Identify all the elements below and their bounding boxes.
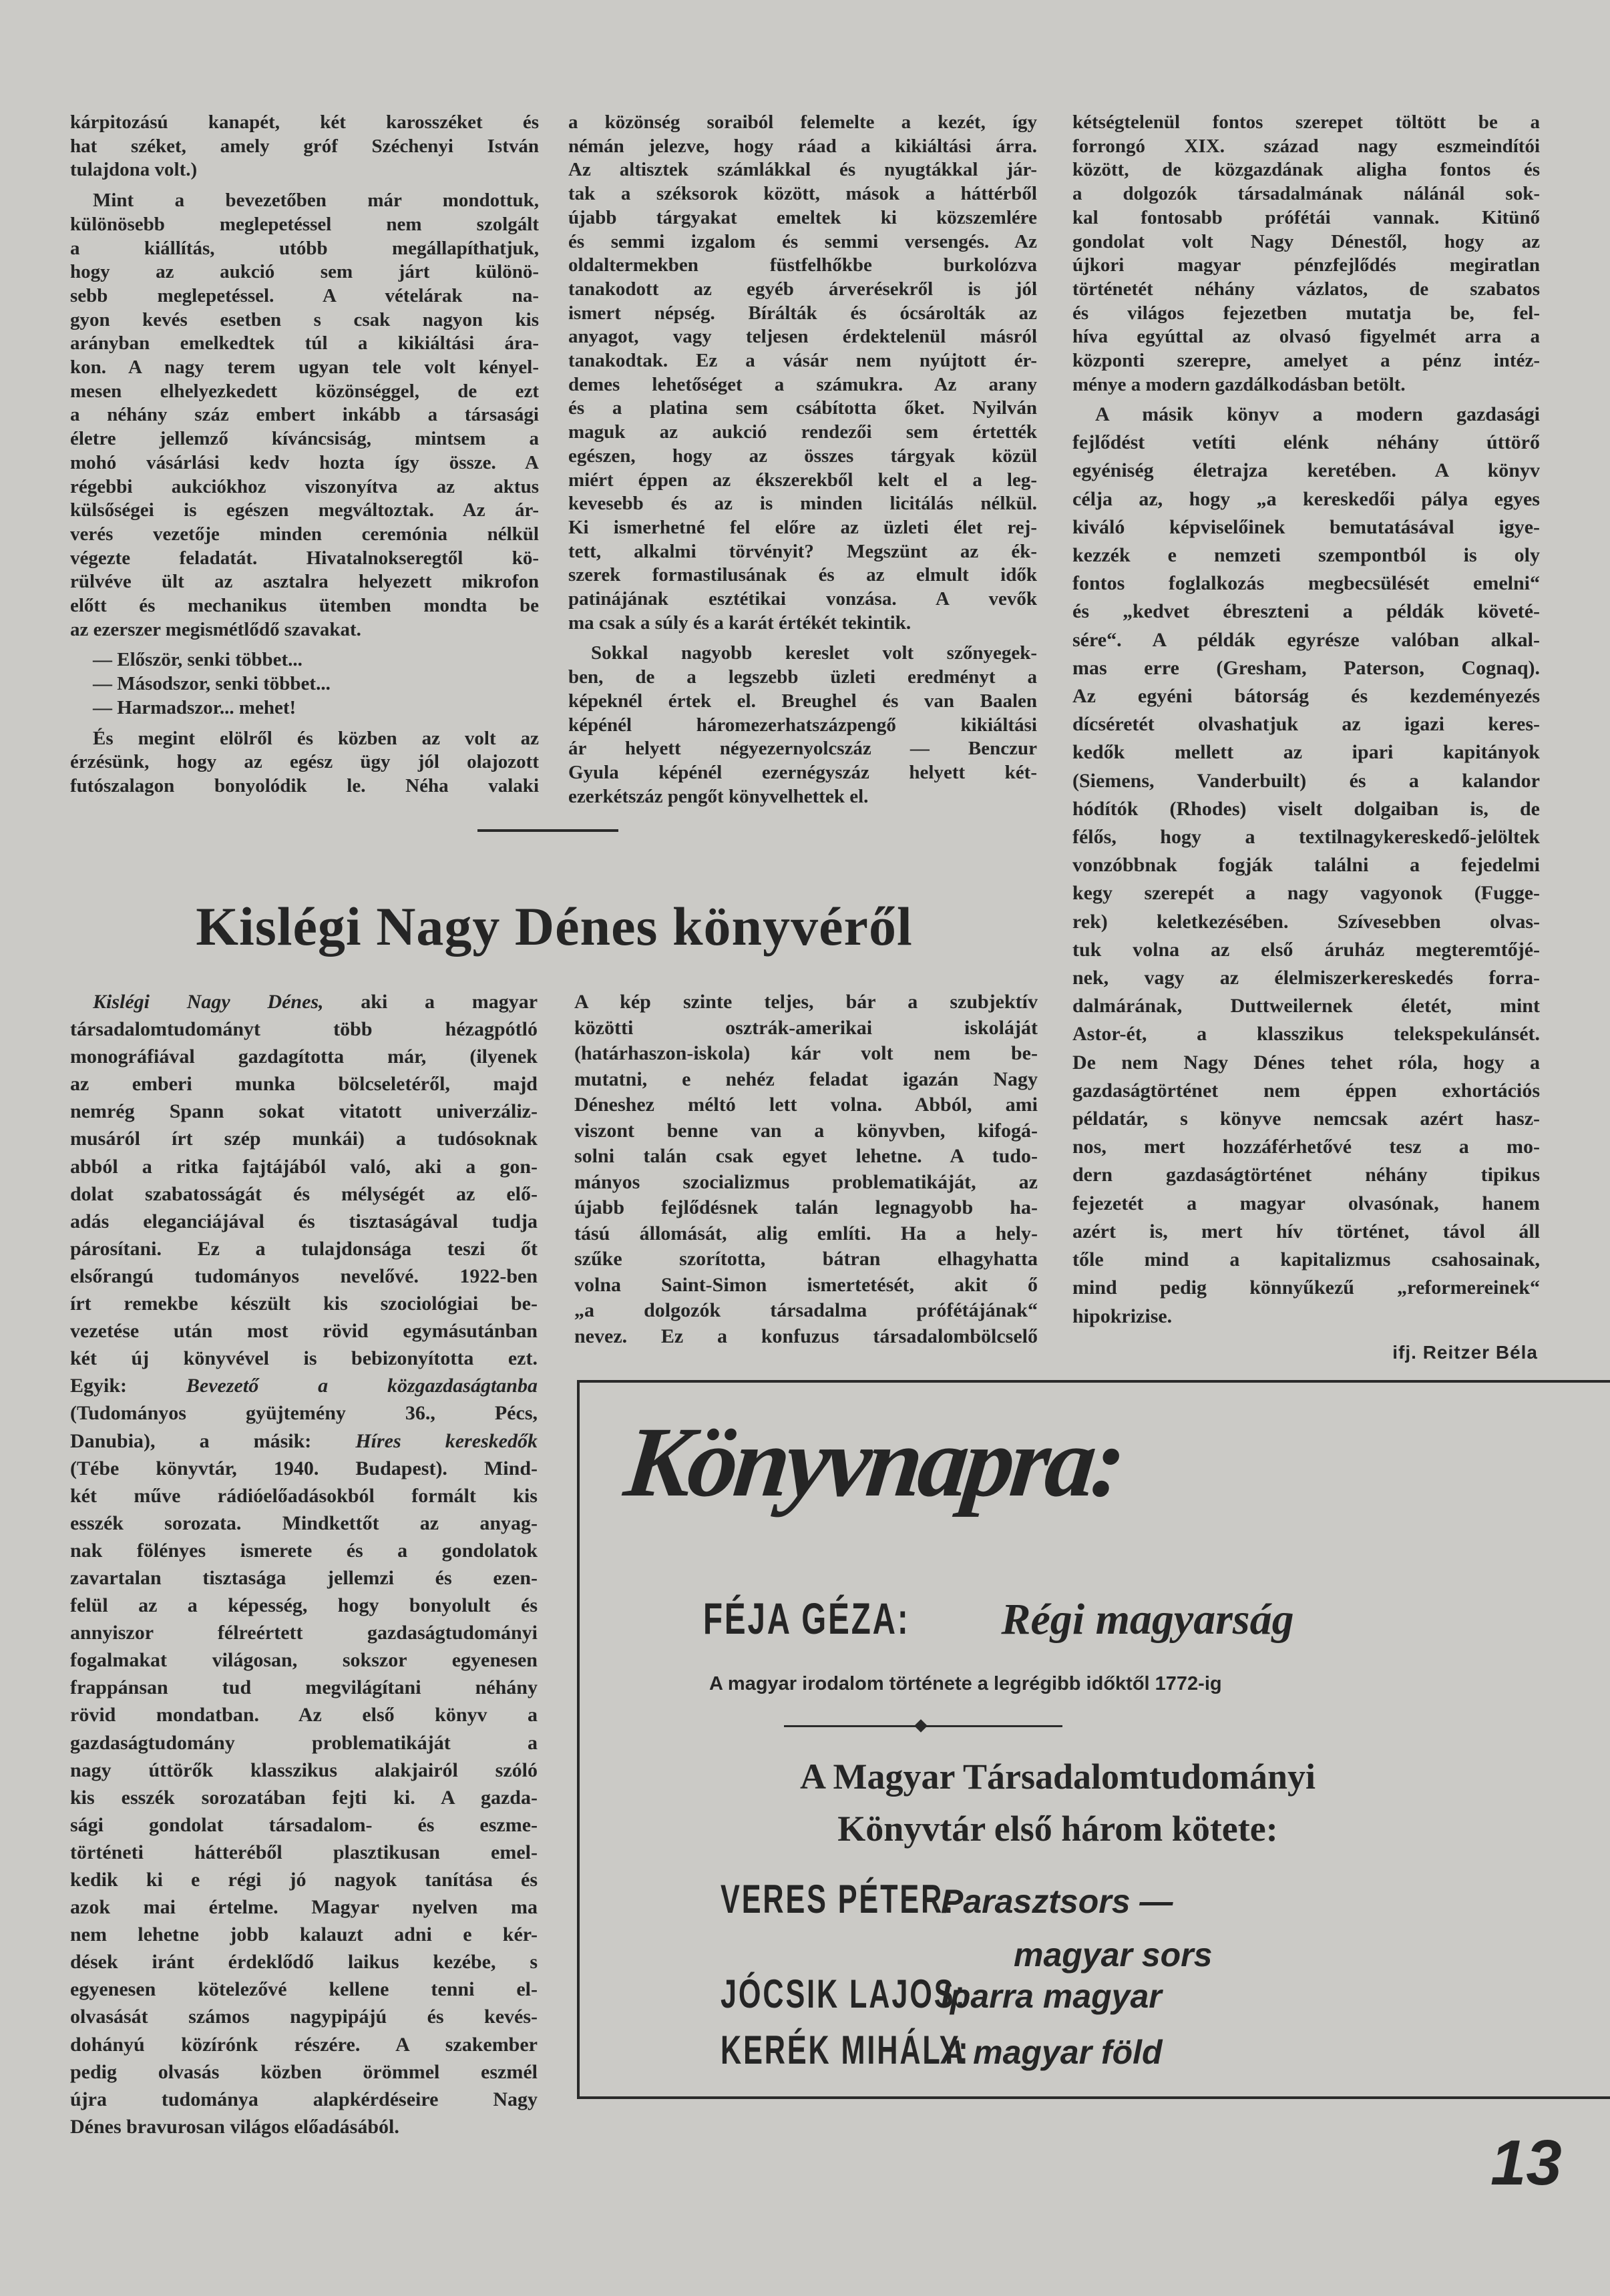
text-line: különösebb meglepetéssel nem szolgált (70, 213, 539, 235)
paragraph-gap (70, 182, 539, 189)
text-line: tású állomását, alig említi. Ha a hely- (574, 1222, 1038, 1244)
text-line: fejlődést vetíti elénk néhány úttörő (1072, 431, 1540, 454)
text-line: nevez. Ez a konfuzus társadalombölcselő (574, 1325, 1038, 1347)
ad-series-line-1: A Magyar Társadalomtudományi (799, 1757, 1316, 1797)
text-line: kedők mellett az ipari kapitányok (1072, 741, 1540, 764)
text-line: volna Saint-Simon ismertetését, akit ő (574, 1273, 1038, 1296)
text-line: anyagot, vagy teljesen érdektelenül másról (568, 326, 1037, 348)
text-line: újabb fejlődésnek talán legnagyobb ha- (574, 1196, 1038, 1218)
text-line: vonzóbbnak fogják találni a fejedelmi (1072, 854, 1540, 877)
text-line: két új könyvével is bebizonyította ezt. (70, 1347, 538, 1370)
text-line: Astor-ét, a klasszikus telekspekulánsét. (1072, 1023, 1540, 1046)
text-line: újabb tárgyakat emeltek ki közszemlére (568, 206, 1037, 228)
text-line: felül az a képesség, hogy bonyolult és (70, 1594, 538, 1617)
ad-book-title: Iparra magyar (941, 1978, 1162, 2015)
text-line: dolat szabatosságát és mélységét az elő- (70, 1182, 538, 1205)
text-line: forrongó XIX. század nagy eszmeindítói (1072, 135, 1540, 157)
text-line: egyenesen kötelezővé kellene tenni el- (70, 1978, 538, 2001)
text-line: ma csak a súly és a karát értékét tekintik. (568, 612, 912, 634)
text-line: gazdaságtudomány problematikáját a (70, 1731, 538, 1754)
text-line: hódítók (Rhodes) viselt dolgaiban is, de (1072, 797, 1540, 820)
text-line: történeti hátteréből plasztikusan emel- (70, 1841, 538, 1863)
text: aki a magyar (323, 991, 538, 1013)
text-line: dések iránt érdeklődő laikus kezébe, s (70, 1951, 538, 1974)
text-line: újra tudománya alapkérdéseire Nagy (70, 2088, 538, 2110)
text-line: Sokkal nagyobb kereslet volt szőnyegek- (591, 642, 1037, 664)
text-line: solni talán csak egyet lehetne. A tudo- (574, 1145, 1038, 1167)
text-line: kal fontosabb prófétái vannak. Kitünő (1072, 206, 1540, 228)
text-line: zavartalan tisztasága jellemzi és ezen- (70, 1566, 538, 1589)
text-line: oldaltermekben füstfelhőkbe burkolózva (568, 254, 1037, 276)
text-line: rülvéve ült az asztalra helyezett mikrofon (70, 571, 539, 593)
text-line: gondolat volt Nagy Dénestől, hogy az (1072, 230, 1540, 252)
text-line: Mint a bevezetőben már mondottuk, (93, 190, 539, 212)
text-line: — Másodszor, senki többet... (93, 673, 331, 695)
italic-text: Kislégi Nagy Dénes, (93, 991, 324, 1013)
text-line: végezte feladatát. Hivatalnokseregtől kö- (70, 547, 539, 569)
italic-text: Híres kereskedők (355, 1429, 538, 1452)
text-line: dohányú közírónk részére. A szakember (70, 2033, 538, 2056)
review-column-2 (574, 989, 1038, 1349)
text-line: két műve rádióelőadásokból formált kis (70, 1484, 538, 1507)
ad-series-line-2: Könyvtár első három kötete: (837, 1809, 1278, 1849)
ad-book-2 (721, 1971, 1162, 2020)
text-line: kegy szerepét a nagy vagyonok (Fugge- (1072, 882, 1540, 905)
text-line: sebb meglepetéssel. A vételárak na- (70, 284, 539, 306)
text-line: kevesebb és az is minden licitálás nélkül. (568, 493, 1037, 515)
text-line: ménye a modern gazdálkodásban betölt. (1072, 373, 1406, 395)
text-line: központi szerepre, amelyet a pénz intéz- (1072, 350, 1540, 372)
text-line: hogy az aukció sem járt különö- (70, 261, 539, 283)
text-line: előtt és mechanikus ütemben mondta be (70, 595, 539, 617)
text-line: történetét néhány vázlatos, de szabatos (1072, 278, 1540, 300)
text-line: egyéniség életrajza keretében. A könyv (1072, 459, 1540, 482)
text-line: — Harmadszor... mehet! (93, 696, 296, 718)
text-line: pedig olvasás közben örömmel eszmél (70, 2060, 538, 2083)
text-line: kárpitozású kanapét, két karosszéket és (70, 111, 539, 133)
text-line: monográfiával gazdagította már, (ilyenek (70, 1046, 538, 1068)
text-line: esszék sorozata. Mindkettőt az anyag- (70, 1512, 538, 1534)
ad-featured-title: Régi magyarság (1001, 1595, 1294, 1644)
text-line: gazdaságtörténet nem éppen exhortációs (1072, 1079, 1540, 1102)
text-line: Az egyéni bátorság és kezdeményezés (1072, 685, 1540, 708)
text-line: célja az, hogy „a kereskedői pálya egyes (1072, 487, 1540, 510)
article-auction-column-1 (70, 111, 539, 798)
text-line: az emberi munka bölcseletéről, majd (70, 1073, 538, 1096)
ad-featured-book (703, 1594, 1294, 1644)
text-line: némán jelezve, hogy ráad a kikiáltási árra. (568, 135, 1037, 157)
ad-book-title: Parasztsors — (941, 1883, 1173, 1920)
text-line: tett, alkalmi törvényit? Megszünt az ék- (568, 540, 1037, 562)
text-line: mind pedig könnyűkezű „reformereinek“ (1072, 1277, 1540, 1299)
text-line: demes lehetőséget a számukra. Az arany (568, 373, 1037, 395)
page-number: 13 (1490, 2127, 1562, 2199)
text-line: tak a széksorok között, mások a háttérből (568, 183, 1037, 205)
text-line: kiváló képviselőinek bemutatásával igye- (1072, 515, 1540, 538)
text-line: patinájának esztétikai vonzása. A vevők (568, 588, 1037, 610)
text-line: nagy úttörők klasszikus alakjairól szóló (70, 1759, 538, 1781)
text-line: vezetése után most rövid egymásutánban (70, 1320, 538, 1343)
text-line: sági gondolat társadalom- és eszme- (70, 1813, 538, 1836)
ad-headline-logo: Könyvnapra: (620, 1407, 1128, 1518)
text-line: viszont benne van a könyvben, kifogá- (574, 1119, 1038, 1142)
text-line: adás eleganciájával és tisztaságával tudja (70, 1210, 538, 1232)
text-line: dícséretét olvashatjuk az igazi keres- (1072, 713, 1540, 736)
ad-featured-author: FÉJA GÉZA: (703, 1594, 910, 1643)
text-line: kezzék e nemzeti szempontból is oly (1072, 544, 1540, 567)
text-line: Az altisztek számlákkal és nyugtákkal jár- (568, 159, 1037, 181)
text-line: fontos foglalkozás megbecsülését emelni“ (1072, 572, 1540, 595)
text-line: dern gazdaságtörténet néhány tipikus (1072, 1164, 1540, 1186)
text-line: társadalomtudományt több hézagpótló (70, 1018, 538, 1041)
author-signature: ifj. Reitzer Béla (1392, 1342, 1538, 1363)
text-line: a kiállítás, utóbb megállapíthatjuk, (70, 237, 539, 259)
text-line: és a platina sem csábította őket. Nyilván (568, 397, 1037, 419)
text-line: gyon kevés esetben s csak nagyon kis (70, 308, 539, 330)
text-line: régebbi aukciókhoz viszonyítva az aktus (70, 475, 539, 497)
text-line: nem lehetne jobb kalauzt adni e kér- (70, 1923, 538, 1946)
text-line: között, de közgazdának aligha fontos és (1072, 159, 1540, 181)
ad-book-title-continued: magyar sors (1014, 1936, 1213, 1974)
text-line: frappánsan tud megvilágítani néhány (70, 1676, 538, 1699)
text-line: (Siemens, Vanderbuilt) és a kalandor (1072, 769, 1540, 792)
text-line: hat széket, amely gróf Széchenyi István (70, 135, 539, 157)
text-line: „a dolgozók társadalma prófétájának“ (574, 1299, 1038, 1321)
text-line: írt remekbe készült kis szociológiai be- (70, 1293, 538, 1315)
text-line: a közönség soraiból felemelte a kezét, így (568, 111, 1037, 133)
text-line: tőle mind a kapitalizmus csahosainak, (1072, 1248, 1540, 1271)
text-line: szűke szorította, bátran elhagyhatta (574, 1248, 1038, 1270)
text-line: futószalagon bonyolódik le. Néha valaki (70, 774, 539, 796)
text-line: Gyula képénél ezernégyszáz helyett két- (568, 761, 1037, 783)
ad-book-title: A magyar föld (941, 2034, 1163, 2071)
text-line: (Tébe könyvtár, 1940. Budapest). Mind- (70, 1457, 538, 1479)
text-line: ismert népség. Bírálták és ócsárolták az (568, 302, 1037, 324)
review-column-3-lower (1072, 401, 1540, 1331)
text-line: maguk az aukció rendezői sem értették (568, 421, 1037, 443)
text-line: életre jellemző kíváncsiság, mintsem a (70, 428, 539, 450)
text: Danubia), a másik: (70, 1429, 356, 1452)
text-line: képeknél értek el. Breughel és van Baalen (568, 690, 1037, 712)
text-line: olvasását számos nagypipájú és kevés- (70, 2006, 538, 2028)
text-line: képénél háromezerhatszázpengő kikiáltási (568, 714, 1037, 736)
text-line: fejezetét a magyar olvasónak, hanem (1072, 1192, 1540, 1214)
text-line: A kép szinte teljes, bár a szubjektív (574, 991, 1038, 1013)
review-title: Kislégi Nagy Dénes könyvéről (196, 896, 913, 957)
text-line (70, 988, 538, 1015)
text-line: arányban emelkedtek túl a kikiáltási ára- (70, 332, 539, 355)
text-line: mutatni, e nehéz feladat igazán Nagy (574, 1068, 1038, 1090)
text-line: miért éppen az ékszerekből kelt el a leg- (568, 469, 1037, 491)
text-line (70, 1372, 538, 1399)
paragraph-gap (70, 642, 539, 648)
paragraph-gap (568, 635, 1037, 642)
review-column-1 (70, 988, 538, 2140)
paragraph-gap (70, 720, 539, 727)
text-line: ár helyett négyezernyolcszáz — Benczur (568, 738, 1037, 760)
ad-book-author: KERÉK MIHÁLY: (721, 2028, 970, 2072)
ad-book-author: VERES PÉTER: (721, 1877, 956, 1921)
text-line: és világos fejezetben mutatja be, fel- (1072, 302, 1540, 324)
text-line: ben, de a legszebb üzleti eredményt a (568, 666, 1037, 688)
text-line: tanakodott az egyéb árverésekről is jól (568, 278, 1037, 300)
text-line: annyiszor félreértett gazdaságtudományi (70, 1622, 538, 1644)
text-line: mesen elhelyezkedett közönséggel, de ezt (70, 380, 539, 402)
text-line (70, 1427, 538, 1455)
text-line: (Tudományos gyüjtemény 36., Pécs, (70, 1402, 538, 1425)
text-line: azért is, mert hív történet, távol áll (1072, 1220, 1540, 1242)
text-line: szerek formastilusának és az elmult idők (568, 564, 1037, 586)
text-line: nemrég Spann sokat vitatott univerzáliz- (70, 1100, 538, 1123)
text-line: rövid mondatban. Az első könyv a (70, 1704, 538, 1727)
text-line: a dolgozók társadalmának nálánál sok- (1072, 183, 1540, 205)
text-line: kon. A nagy terem ugyan tele volt kényel- (70, 357, 539, 379)
text: Egyik: (70, 1375, 186, 1397)
text-line: kis esszék sorozatában fejti ki. A gazda- (70, 1786, 538, 1809)
text-line: mányos szocializmus problematikáját, az (574, 1170, 1038, 1193)
section-divider-rule (477, 829, 618, 832)
text-line: hipokrizise. (1072, 1305, 1173, 1327)
italic-text: Bevezető a közgazdaságtanba (186, 1375, 538, 1397)
text-line: az ezerszer megismétlődő szavakat. (70, 618, 361, 640)
text-line: verés vezetője minden ceremónia nélkül (70, 523, 539, 545)
text-line: félős, hogy a textilnagykereskedő-jelöltek (1072, 826, 1540, 849)
text-line: fogalmakat világosan, sokszor egyenesen (70, 1649, 538, 1672)
text-line: A másik könyv a modern gazdasági (1095, 403, 1540, 425)
ad-book-3 (721, 2027, 1163, 2076)
ad-book-author: JÓCSIK LAJOS: (721, 1972, 967, 2016)
text-line: rek) keletkezésében. Szívesebben olvas- (1072, 910, 1540, 933)
text-line: ezerkétszáz pengőt könyvelhettek el. (568, 785, 869, 807)
text-line: tanakodtak. Ez a vásár nem nyújtott ér- (568, 350, 1037, 372)
text-line: Dénes bravurosan világos előadásából. (70, 2115, 399, 2138)
ad-featured-subtitle: A magyar irodalom története a legrégibb időktől 1772-ig (709, 1673, 1222, 1694)
text-line: újkori magyar pénzfejlődés megiratlan (1072, 254, 1540, 276)
text-line: tulajdona volt.) (70, 159, 198, 181)
text-line: egészen, hogy az összes tárgyak közül (568, 445, 1037, 467)
text-line: érzésünk, hogy az egész ügy jól olajozott (70, 751, 539, 773)
text-line: híva egyúttal az olvasó figyelmét arra a (1072, 326, 1540, 348)
text-line: példatár, s könyve nemcsak azért hasz- (1072, 1108, 1540, 1130)
text-line: külsőségei is egészen megváltoztak. Az ár- (70, 499, 539, 521)
text-line: De nem Nagy Dénes tehet róla, hogy a (1072, 1051, 1540, 1074)
text-line: sére“. A példák egyrésze valóban alkal- (1072, 628, 1540, 651)
text-line: közötti osztrák-amerikai iskoláját (574, 1016, 1038, 1039)
text-line: Ki ismerhetné fel előre az üzleti élet rej- (568, 516, 1037, 538)
text-line: abból a ritka fajtájából való, aki a gon- (70, 1155, 538, 1178)
text-line: és „kedvet ébreszteni a példák követé- (1072, 600, 1540, 623)
text-line: nos, mert hozzáférhetővé tesz a mo- (1072, 1136, 1540, 1158)
text-line: párosítani. Ez a tulajdonsága teszi őt (70, 1237, 538, 1260)
text-line: Déneshez méltó lett volna. Abból, ami (574, 1094, 1038, 1116)
text-line: És megint elölről és közben az volt az (93, 727, 539, 749)
text-line: mas erre (Gresham, Paterson, Cognaq). (1072, 656, 1540, 679)
text-line: nek, vagy az élelmiszerkereskedés forra- (1072, 967, 1540, 989)
text-line: musáról írt szép munkái) a tudósoknak (70, 1128, 538, 1150)
text-line: mohó vásárlási kedv hozta így össze. A (70, 451, 539, 473)
ad-book-1 (721, 1876, 1173, 1925)
text-line: a néhány száz embert inkább a társasági (70, 404, 539, 426)
text-line: és semmi izgalom és semmi versengés. Az (568, 230, 1037, 252)
text-line: tuk volna az első áruház megteremtőjé- (1072, 938, 1540, 961)
text-line: nak fölényes ismerete és a gondolatok (70, 1539, 538, 1562)
text-line: (határhaszon-iskola) kár volt nem be- (574, 1042, 1038, 1064)
text-line: — Először, senki többet... (93, 649, 303, 671)
review-column-3-upper (1072, 111, 1540, 397)
text-line: kétségtelenül fontos szerepet töltött be a (1072, 111, 1540, 133)
article-auction-column-2 (568, 111, 1037, 809)
text-line: azok mai értelme. Magyar nyelven ma (70, 1896, 538, 1919)
text-line: elsőrangú tudományos nevelővé. 1922-ben (70, 1265, 538, 1287)
text-line: dalmárának, Duttweilernek életét, mint (1072, 995, 1540, 1017)
text-line: kedik ki e régi jó nagyok tanítása és (70, 1869, 538, 1891)
